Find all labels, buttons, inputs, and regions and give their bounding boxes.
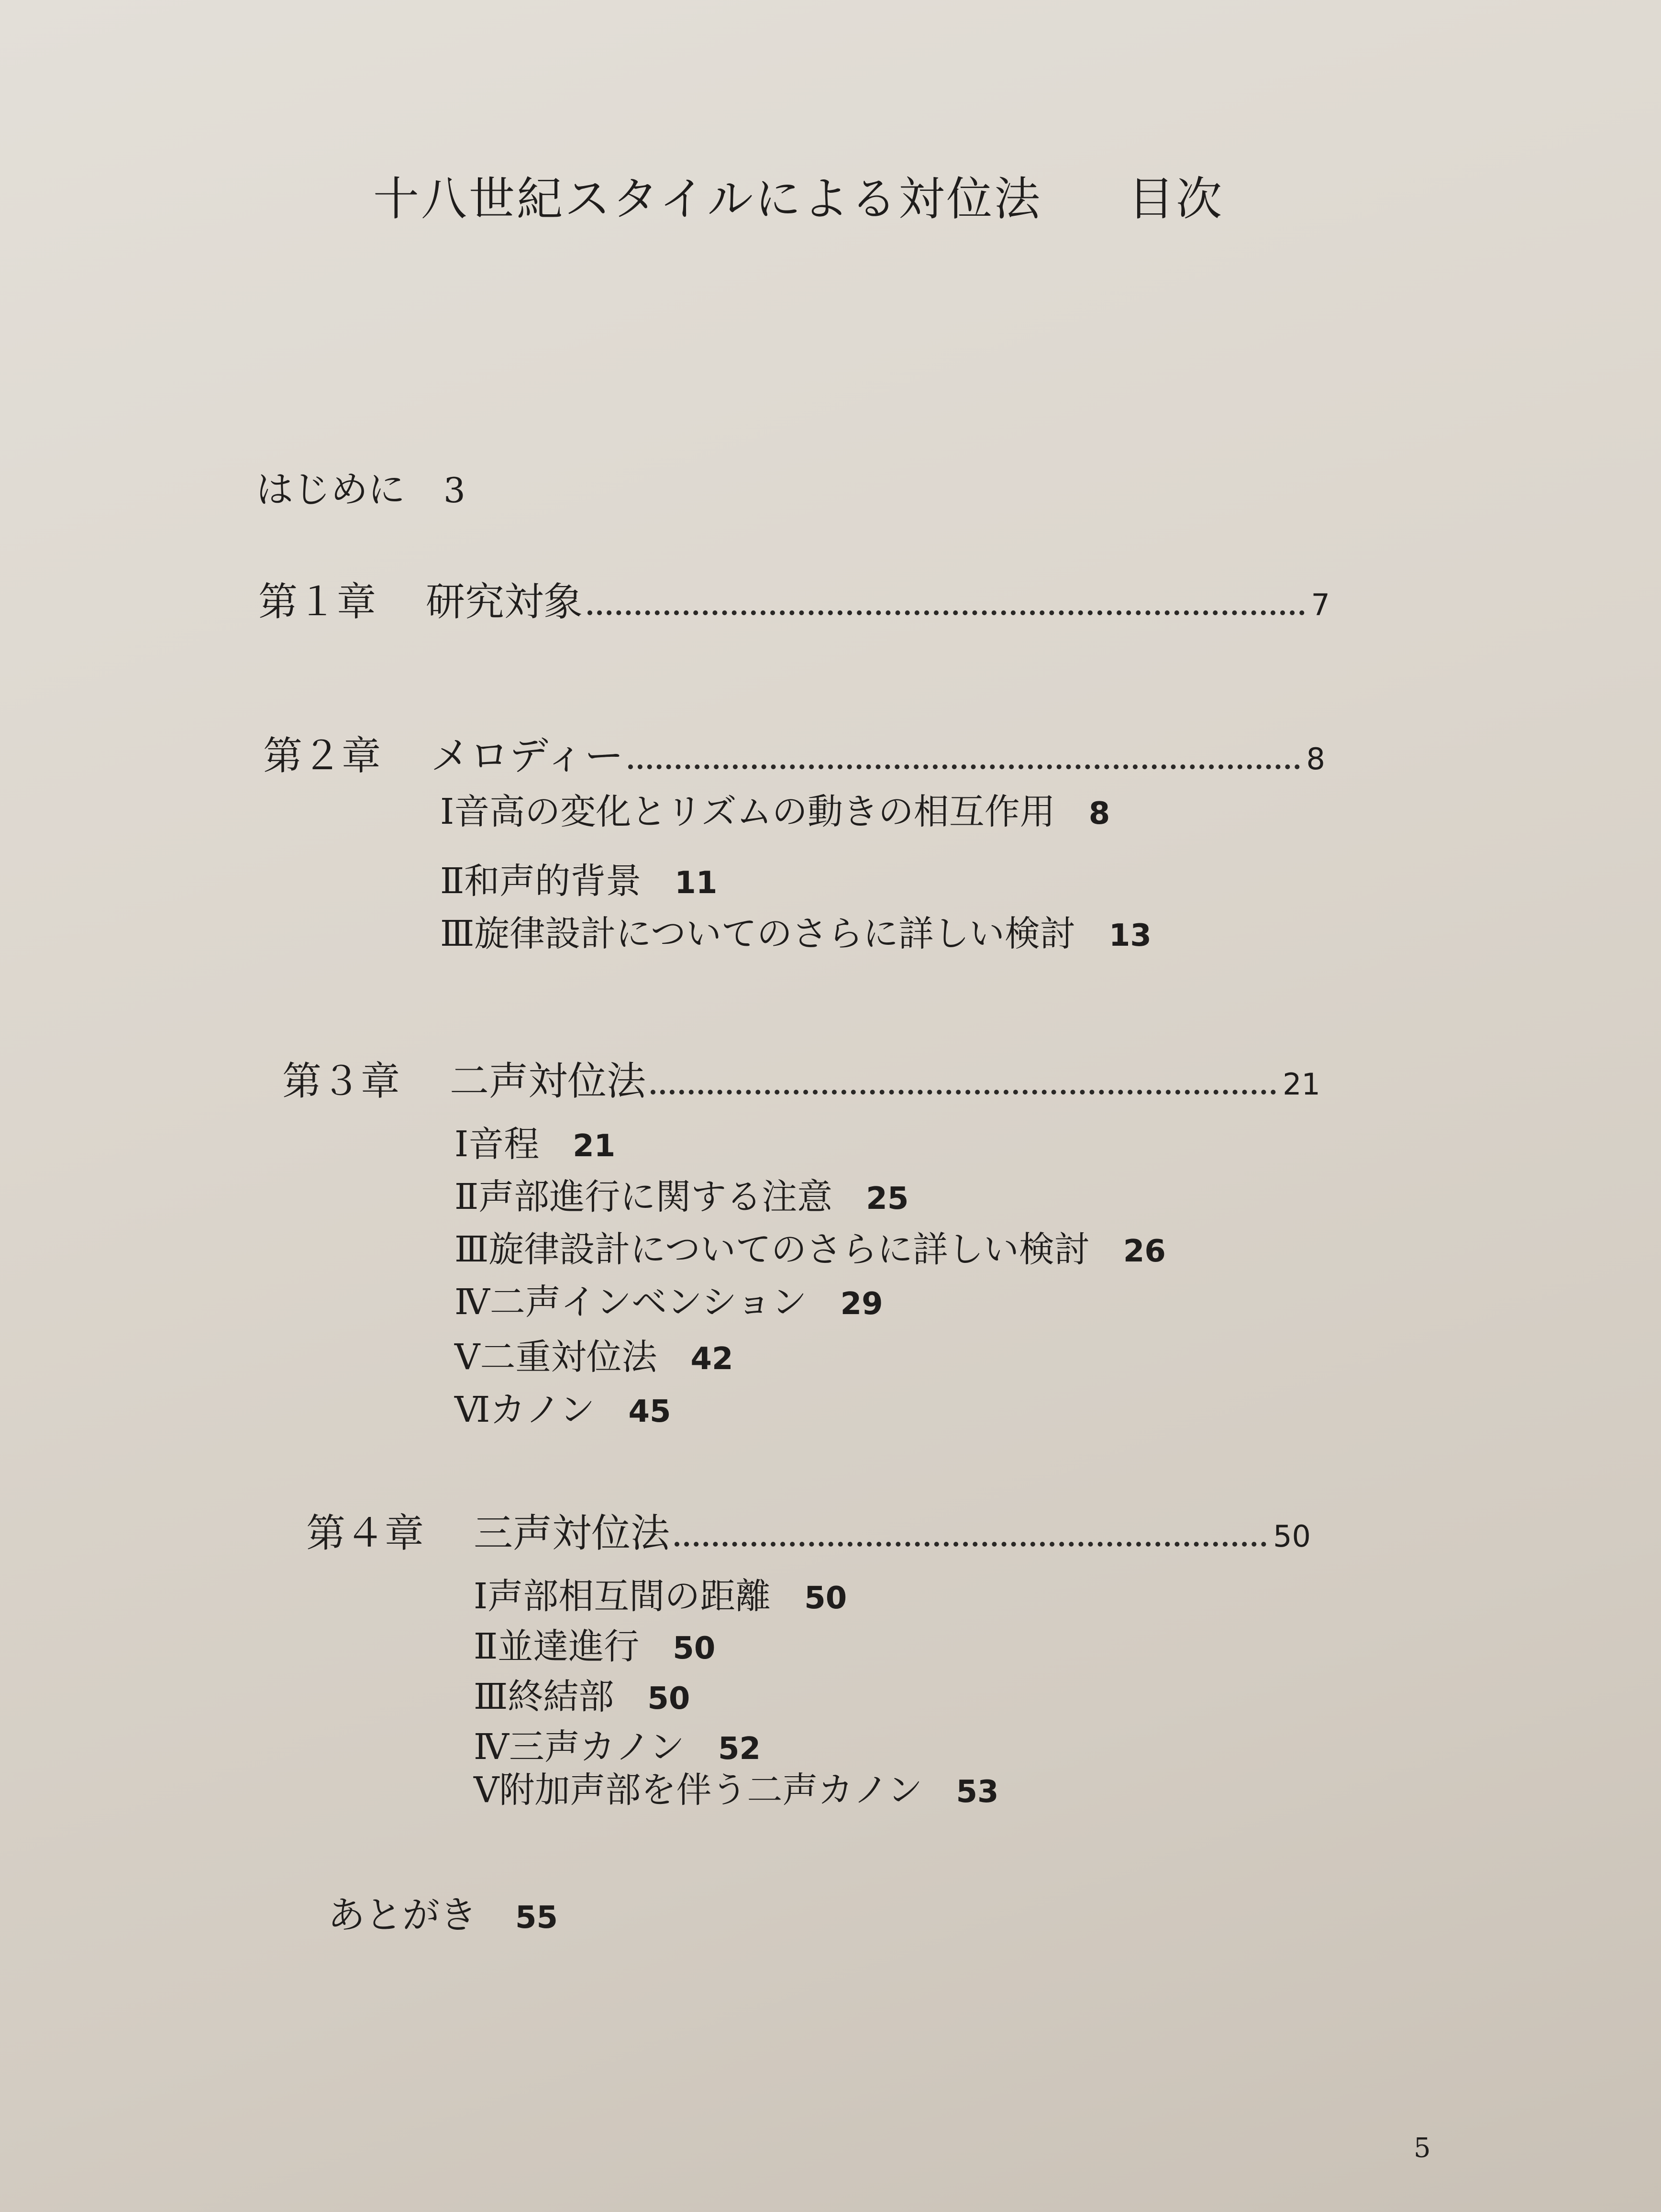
- toc-chapter-4: [306, 1511, 1311, 1556]
- section-page: 8: [1088, 796, 1110, 831]
- toc-section: [474, 1676, 690, 1717]
- toc-afterword: [328, 1894, 558, 1937]
- section-page: 13: [1108, 918, 1152, 953]
- section-page: 45: [628, 1394, 671, 1429]
- chapter-title: 研究対象: [426, 579, 583, 625]
- section-page: 53: [956, 1774, 999, 1810]
- toc-section: [454, 1389, 671, 1430]
- toc-section: [454, 1337, 733, 1378]
- section-page: 50: [647, 1681, 690, 1716]
- section-page: 11: [675, 865, 718, 901]
- page-title: [373, 163, 1224, 228]
- section-page: 52: [718, 1731, 761, 1767]
- toc-chapter-2: [263, 733, 1325, 779]
- section-label: Ⅲ旋律設計についてのさらに詳しい検討: [454, 1229, 1090, 1270]
- toc-section: [474, 1726, 761, 1768]
- toc-section: [474, 1576, 847, 1617]
- book-title: 十八世紀スタイルによる対位法: [373, 172, 1042, 226]
- section-label: Ⅱ声部進行に関する注意: [454, 1176, 833, 1217]
- toc-section: [454, 1124, 616, 1165]
- chapter-page: 50: [1273, 1519, 1311, 1554]
- chapter-number: 第１章: [258, 579, 376, 625]
- page-number: 5: [1414, 2133, 1431, 2164]
- section-label: Ⅰ声部相互間の距離: [474, 1576, 771, 1617]
- intro-label: はじめに: [256, 468, 406, 511]
- section-page: 29: [840, 1286, 883, 1322]
- section-page: 50: [804, 1581, 847, 1616]
- section-label: Ⅱ並達進行: [474, 1626, 640, 1667]
- afterword-label: あとがき: [328, 1894, 477, 1937]
- section-label: Ⅳ三声カノン: [474, 1726, 685, 1768]
- section-page: 26: [1123, 1234, 1166, 1269]
- chapter-number: 第４章: [306, 1511, 424, 1556]
- chapter-number: 第３章: [282, 1059, 400, 1104]
- section-label: Ⅲ終結部: [474, 1676, 614, 1717]
- toc-section: [440, 913, 1152, 954]
- chapter-title: 三声対位法: [474, 1511, 670, 1556]
- dot-leader: [587, 610, 1305, 615]
- section-label: Ⅵカノン: [454, 1389, 595, 1430]
- toc-intro: [256, 468, 465, 511]
- dot-leader: [628, 764, 1299, 769]
- toc-section: [454, 1176, 909, 1217]
- section-page: 50: [673, 1631, 716, 1666]
- toc-section: [440, 791, 1110, 832]
- section-label: Ⅲ旋律設計についてのさらに詳しい検討: [440, 913, 1075, 954]
- toc-chapter-3: [282, 1059, 1320, 1104]
- chapter-title: メロディー: [431, 733, 624, 779]
- toc-section: [474, 1770, 999, 1811]
- toc-section: [440, 861, 718, 902]
- section-page: 21: [573, 1128, 616, 1164]
- section-label: Ⅳ二声インベンション: [454, 1282, 807, 1323]
- toc-chapter-1: [258, 579, 1330, 625]
- afterword-page: 55: [515, 1900, 558, 1936]
- section-page: 42: [690, 1341, 733, 1377]
- section-label: Ⅴ附加声部を伴う二声カノン: [474, 1770, 923, 1811]
- section-label: Ⅱ和声的背景: [440, 861, 642, 902]
- toc-section: [454, 1229, 1166, 1270]
- dot-leader: [651, 1090, 1276, 1095]
- intro-page: 3: [443, 470, 465, 510]
- chapter-title: 二声対位法: [450, 1059, 646, 1104]
- section-label: Ⅰ音程: [454, 1124, 540, 1165]
- chapter-page: 8: [1306, 741, 1325, 776]
- section-label: Ⅴ二重対位法: [454, 1337, 657, 1378]
- section-page: 25: [866, 1181, 909, 1217]
- chapter-page: 7: [1311, 587, 1330, 622]
- toc-section: [454, 1282, 883, 1323]
- section-label: Ⅰ音高の変化とリズムの動きの相互作用: [440, 791, 1055, 832]
- toc-heading: 目次: [1128, 172, 1224, 226]
- chapter-page: 21: [1283, 1067, 1320, 1102]
- toc-section: [474, 1626, 716, 1667]
- dot-leader: [675, 1542, 1266, 1547]
- chapter-number: 第２章: [263, 733, 381, 779]
